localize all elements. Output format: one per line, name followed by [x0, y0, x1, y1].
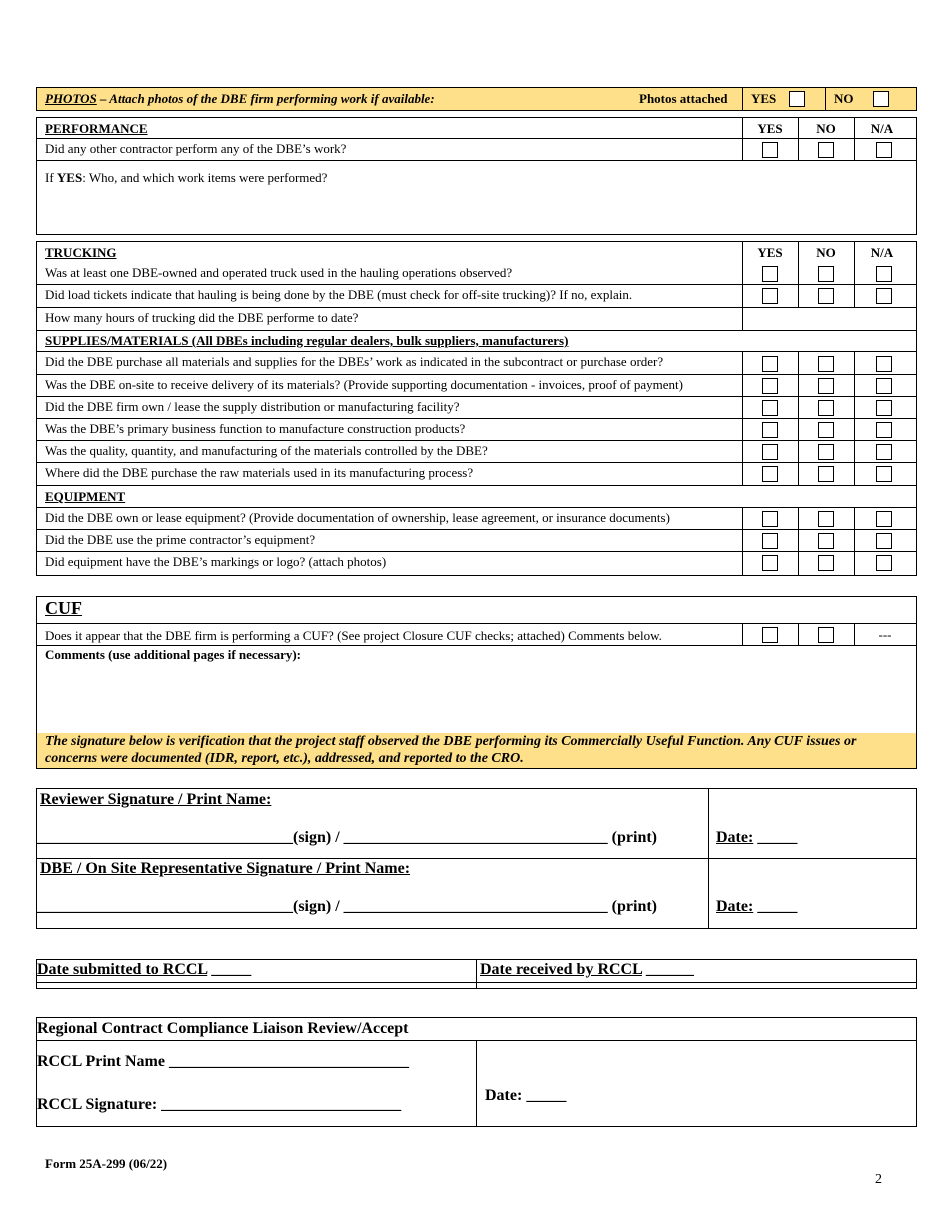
- supplies-q4: Was the DBE’s primary business function to manufacture construction products?: [45, 421, 466, 436]
- na-checkbox[interactable]: [876, 266, 892, 282]
- performance-header-row: [36, 117, 917, 139]
- cuf-question-row: [36, 623, 917, 646]
- rccl-review-block: [36, 1017, 917, 1127]
- supplies-q1: Did the DBE purchase all materials and supplies for the DBEs’ work as indicated in the subcontract or purchase order?: [45, 354, 664, 369]
- date-received-by-rccl[interactable]: Date received by RCCL ______: [480, 961, 694, 978]
- photos-text: – Attach photos of the DBE firm performing work if available:: [96, 91, 435, 106]
- performance-title: PERFORMANCE: [45, 121, 148, 136]
- trucking-q3: How many hours of trucking did the DBE performe to date?: [45, 310, 359, 325]
- dbe-signature-label: DBE / On Site Representative Signature / Print Name:: [40, 860, 411, 877]
- supplies-q3-row: [36, 397, 917, 419]
- signature-block: [36, 788, 917, 929]
- reviewer-sign-print-line[interactable]: ________________________________(sign) / _________________________________ (print): [37, 829, 657, 846]
- supplies-q4-row: [36, 419, 917, 441]
- na-checkbox[interactable]: [876, 466, 892, 482]
- photos-attached-label: Photos attached: [639, 91, 728, 106]
- cuf-verification-text: The signature below is verification that the project staff observed the DBE performing its Commercially Useful Function. Any CUF issues or concerns were documented (IDR, report, etc.), addressed, and reported to the CRO.: [45, 734, 857, 766]
- no-checkbox[interactable]: [818, 422, 834, 438]
- cuf-question: Does it appear that the DBE firm is performing a CUF? (See project Closure CUF checks; attached) Comments below.: [45, 628, 662, 643]
- no-checkbox[interactable]: [818, 400, 834, 416]
- col-na: N/A: [870, 121, 894, 136]
- na-checkbox[interactable]: [876, 400, 892, 416]
- na-checkbox[interactable]: [876, 422, 892, 438]
- rccl-signature[interactable]: RCCL Signature: ______________________________: [37, 1096, 402, 1113]
- na-checkbox[interactable]: [876, 356, 892, 372]
- form-number: Form 25A-299 (06/22): [45, 1156, 168, 1171]
- cuf-comments-label: Comments (use additional pages if necessary):: [45, 647, 302, 662]
- photos-bar: [36, 87, 917, 111]
- yes-checkbox[interactable]: [762, 533, 778, 549]
- equipment-q2: Did the DBE use the prime contractor’s equipment?: [45, 532, 316, 547]
- equipment-q3: Did equipment have the DBE’s markings or logo? (attach photos): [45, 554, 387, 569]
- trucking-q1-row: [36, 263, 917, 285]
- yes-checkbox[interactable]: [762, 378, 778, 394]
- supplies-header-row: [36, 331, 917, 352]
- trucking-q2: Did load tickets indicate that hauling is being done by the DBE (must check for off-site trucking)? If no, explain.: [45, 287, 633, 302]
- reviewer-date[interactable]: Date: _____: [716, 829, 798, 846]
- yes-checkbox[interactable]: [762, 627, 778, 643]
- trucking-hours-field[interactable]: [743, 308, 916, 330]
- col-no: NO: [816, 245, 836, 260]
- date-submitted-to-rccl[interactable]: Date submitted to RCCL _____: [37, 961, 252, 978]
- supplies-q2: Was the DBE on-site to receive delivery of its materials? (Provide supporting documentation - invoices, proof of payment): [45, 377, 683, 392]
- supplies-q5-row: [36, 441, 917, 463]
- performance-if-yes-row[interactable]: [36, 161, 917, 235]
- no-checkbox[interactable]: [818, 511, 834, 527]
- rccl-dates-block: [36, 959, 917, 989]
- performance-if-yes-text: If YES: Who, and which work items were performed?: [45, 170, 328, 185]
- dbe-sign-print-line[interactable]: ________________________________(sign) / _________________________________ (print): [37, 898, 657, 915]
- supplies-q3: Did the DBE firm own / lease the supply distribution or manufacturing facility?: [45, 399, 460, 414]
- equipment-q2-row: [36, 530, 917, 552]
- performance-q1: Did any other contractor perform any of the DBE’s work?: [45, 141, 347, 156]
- equipment-header-row: [36, 486, 917, 508]
- rccl-review-title: Regional Contract Compliance Liaison Review/Accept: [37, 1020, 409, 1037]
- photos-no-checkbox[interactable]: [873, 91, 889, 107]
- supplies-q1-row: [36, 352, 917, 375]
- reviewer-signature-label: Reviewer Signature / Print Name:: [40, 791, 272, 808]
- na-checkbox[interactable]: [876, 378, 892, 394]
- na-checkbox[interactable]: [876, 288, 892, 304]
- no-checkbox[interactable]: [818, 266, 834, 282]
- na-checkbox[interactable]: [876, 142, 892, 158]
- equipment-q1-row: [36, 508, 917, 530]
- yes-checkbox[interactable]: [762, 356, 778, 372]
- col-yes: YES: [757, 245, 783, 260]
- dbe-date[interactable]: Date: _____: [716, 898, 798, 915]
- trucking-q2-row: [36, 285, 917, 308]
- divider: [825, 88, 826, 110]
- col-no: NO: [816, 121, 836, 136]
- no-checkbox[interactable]: [818, 142, 834, 158]
- trucking-q3-row: [36, 308, 917, 331]
- na-checkbox[interactable]: [876, 533, 892, 549]
- equipment-q3-row: [36, 552, 917, 576]
- yes-checkbox[interactable]: [762, 266, 778, 282]
- cuf-header-row: [36, 596, 917, 623]
- supplies-q6-row: [36, 463, 917, 486]
- yes-checkbox[interactable]: [762, 422, 778, 438]
- yes-checkbox[interactable]: [762, 400, 778, 416]
- no-checkbox[interactable]: [818, 627, 834, 643]
- yes-checkbox[interactable]: [762, 288, 778, 304]
- trucking-header-row: [36, 241, 917, 263]
- yes-checkbox[interactable]: [762, 511, 778, 527]
- cuf-title: CUF: [45, 598, 82, 618]
- yes-checkbox[interactable]: [762, 555, 778, 571]
- equipment-title: EQUIPMENT: [45, 489, 126, 504]
- na-checkbox[interactable]: [876, 555, 892, 571]
- no-checkbox[interactable]: [818, 444, 834, 460]
- supplies-title: SUPPLIES/MATERIALS (All DBEs including regular dealers, bulk suppliers, manufacturers): [45, 333, 569, 348]
- na-checkbox[interactable]: [876, 444, 892, 460]
- yes-checkbox[interactable]: [762, 466, 778, 482]
- photos-instruction: [45, 91, 435, 107]
- supplies-q2-row: [36, 375, 917, 397]
- photos-yes-label: YES: [751, 91, 777, 106]
- divider: [742, 88, 743, 110]
- cuf-verification-banner: [36, 733, 917, 769]
- performance-q1-row: [36, 139, 917, 161]
- photos-yes-checkbox[interactable]: [789, 91, 805, 107]
- supplies-q6: Where did the DBE purchase the raw materials used in its manufacturing process?: [45, 465, 474, 480]
- trucking-title: TRUCKING: [45, 245, 117, 260]
- col-yes: YES: [757, 121, 783, 136]
- photos-label: PHOTOS: [45, 91, 97, 106]
- no-checkbox[interactable]: [818, 356, 834, 372]
- no-checkbox[interactable]: [818, 555, 834, 571]
- rccl-date[interactable]: Date: _____: [485, 1087, 567, 1104]
- na-checkbox[interactable]: [876, 511, 892, 527]
- yes-checkbox[interactable]: [762, 142, 778, 158]
- page-number: 2: [875, 1172, 882, 1187]
- photos-no-label: NO: [834, 91, 854, 106]
- trucking-q1: Was at least one DBE-owned and operated truck used in the hauling operations observed?: [45, 265, 513, 280]
- equipment-q1: Did the DBE own or lease equipment? (Provide documentation of ownership, lease agreement, or insurance documents): [45, 510, 670, 525]
- yes-checkbox[interactable]: [762, 444, 778, 460]
- cuf-na-value: ---: [878, 627, 892, 642]
- no-checkbox[interactable]: [818, 466, 834, 482]
- cuf-comments-box[interactable]: [36, 646, 917, 733]
- rccl-print-name[interactable]: RCCL Print Name ______________________________: [37, 1053, 409, 1070]
- supplies-q5: Was the quality, quantity, and manufacturing of the materials controlled by the DBE?: [45, 443, 488, 458]
- no-checkbox[interactable]: [818, 288, 834, 304]
- col-na: N/A: [870, 245, 894, 260]
- no-checkbox[interactable]: [818, 533, 834, 549]
- no-checkbox[interactable]: [818, 378, 834, 394]
